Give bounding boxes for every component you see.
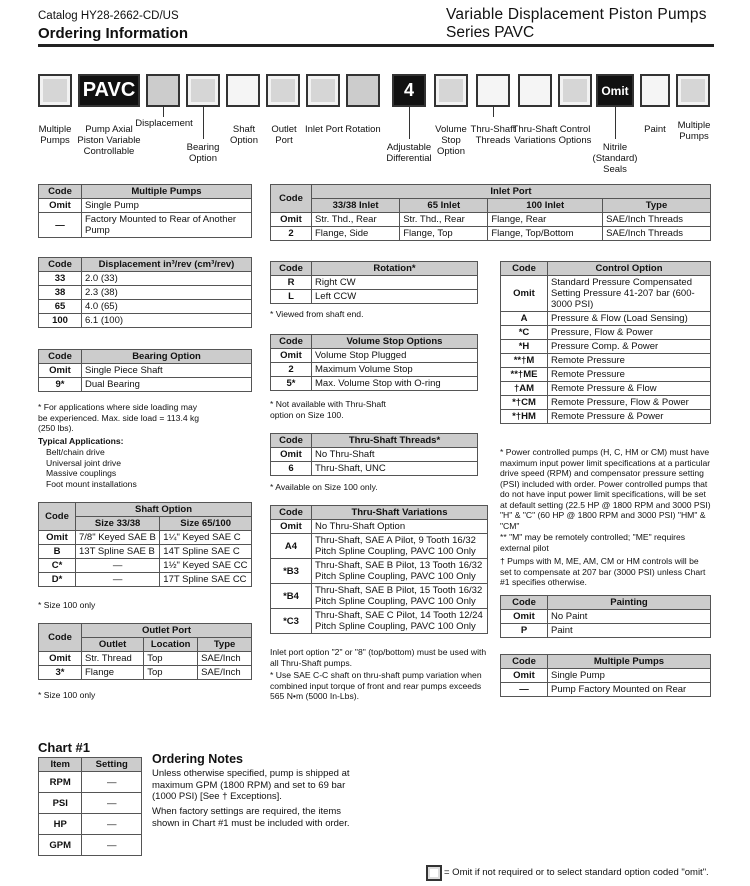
table-row xyxy=(271,363,478,377)
code-box-control xyxy=(558,74,592,107)
cell-desc: 6.1 (100) xyxy=(82,314,252,328)
header-rule xyxy=(38,44,714,47)
cell-desc: Pump Factory Mounted on Rear xyxy=(548,683,711,697)
code-box-volume-stop xyxy=(434,74,468,107)
table-row xyxy=(39,314,252,328)
code-box-displacement xyxy=(146,74,180,107)
tick-displacement xyxy=(163,107,164,117)
cell-code: 38 xyxy=(39,286,82,300)
shaft-note: * Size 100 only xyxy=(38,600,96,610)
header-code: Code xyxy=(271,335,312,349)
table-row xyxy=(501,683,711,697)
subheader: 33/38 Inlet xyxy=(312,199,400,213)
header-code: Code xyxy=(271,506,312,520)
table-row xyxy=(271,462,478,476)
tick-nitrile xyxy=(615,107,616,139)
cell: 1½" Keyed SAE CC xyxy=(160,559,252,573)
label-pump: Pump Axial Piston Variable Controllable xyxy=(77,124,141,157)
chart1-title: Chart #1 xyxy=(38,740,91,755)
header-code: Code xyxy=(501,262,548,276)
cell: Top xyxy=(144,652,198,666)
table-row xyxy=(501,410,711,424)
cell-desc: Dual Bearing xyxy=(82,378,252,392)
header-multiple-pumps: Multiple Pumps xyxy=(82,185,252,199)
cell-code: Omit xyxy=(501,276,548,312)
multiple-pumps-table-2 xyxy=(500,654,711,697)
control-note-1: * Power controlled pumps (H, C, HM or CM) must have maximum input power limit specifications at a particular drive speed (RPM) and compensator pressure setting (PSI) included with order. Power controlled pumps that do not have input power limit specifications, will be set at default setting (22.5 HP @ 1800 RPM and 3000 PSI) "H" & "C" (60 HP @ 1800 RPM and 3000 PSI) "HM" & "CM" xyxy=(500,447,711,531)
cell-desc: No Thru-Shaft xyxy=(312,448,478,462)
label-adjustable: Adjustable Differential xyxy=(386,142,432,164)
cell-desc: Thru-Shaft, SAE A Pilot, 9 Tooth 16/32 Pitch Spline Coupling, PAVC 100 Only xyxy=(312,534,488,559)
cell-desc: 2.0 (33) xyxy=(82,272,252,286)
paint-table xyxy=(500,595,711,638)
cell: 14T Spline SAE C xyxy=(160,545,252,559)
table-row xyxy=(501,382,711,396)
tick-thru-threads xyxy=(493,107,494,117)
volume-stop-note: * Not available with Thru-Shaft option on Size 100. xyxy=(270,399,386,420)
cell: Flange xyxy=(82,666,144,680)
cell: Str. Thd., Rear xyxy=(312,213,400,227)
cell-desc: Thru-Shaft, SAE C Pilot, 14 Tooth 12/24 Pitch Spline Coupling, PAVC 100 Only xyxy=(312,609,488,634)
thru-threads-table xyxy=(270,433,478,476)
header-code: Code xyxy=(271,262,312,276)
cell-code: P xyxy=(501,624,548,638)
label-rotation: Rotation xyxy=(345,124,381,135)
code-box-bearing xyxy=(186,74,220,107)
cell-setting: — xyxy=(82,835,142,856)
table-row xyxy=(501,276,711,312)
subheader: Location xyxy=(144,638,198,652)
cell-desc: Single Piece Shaft xyxy=(82,364,252,378)
multiple-pumps-table xyxy=(38,184,252,238)
table-row xyxy=(39,772,142,793)
table-row xyxy=(39,364,252,378)
chart1-table xyxy=(38,757,142,856)
thru-variations-note-1: Inlet port option "2" or "8" (top/bottom) must be used with all Thru-Shaft pumps. xyxy=(270,647,487,668)
cell-code: 3* xyxy=(39,666,82,680)
cell-code: †AM xyxy=(501,382,548,396)
thru-variations-note-2: * Use SAE C-C shaft on thru-shaft pump variation when combined input torque of front and rear pumps exceeds 565 N•m (5000 In-Lbs). xyxy=(270,670,482,701)
table-row xyxy=(501,326,711,340)
cell-code: 2 xyxy=(271,227,312,241)
label-multiple-pumps: Multiple Pumps xyxy=(38,124,72,146)
cell-code: D* xyxy=(39,573,76,587)
cell-desc: Maximum Volume Stop xyxy=(312,363,478,377)
table-row xyxy=(39,652,252,666)
header-code: Code xyxy=(39,350,82,364)
list-item: Foot mount installations xyxy=(46,478,137,489)
ordering-notes-title: Ordering Notes xyxy=(152,752,243,766)
control-note-2: ** "M" may be remotely controlled; "ME" requires external pilot xyxy=(500,532,686,553)
cell-desc: Paint xyxy=(548,624,711,638)
cell: Str. Thd., Rear xyxy=(400,213,488,227)
header-painting: Painting xyxy=(548,596,711,610)
cell-item: GPM xyxy=(39,835,82,856)
cell-code: Omit xyxy=(39,199,82,213)
table-row xyxy=(501,368,711,382)
cell-code: R xyxy=(271,276,312,290)
code-box-omit: Omit xyxy=(596,74,634,107)
table-row xyxy=(39,272,252,286)
table-row xyxy=(39,573,252,587)
cell-code: L xyxy=(271,290,312,304)
table-row xyxy=(39,199,252,213)
inlet-table xyxy=(270,184,711,241)
table-row xyxy=(39,213,252,238)
code-box-paint xyxy=(640,74,670,107)
cell-item: HP xyxy=(39,814,82,835)
cell-setting: — xyxy=(82,793,142,814)
table-row xyxy=(501,624,711,638)
cell: Flange, Top xyxy=(400,227,488,241)
cell-desc: 4.0 (65) xyxy=(82,300,252,314)
label-paint: Paint xyxy=(644,124,666,135)
table-row xyxy=(271,448,478,462)
cell-code: — xyxy=(501,683,548,697)
cell-item: PSI xyxy=(39,793,82,814)
cell: Str. Thread xyxy=(82,652,144,666)
cell-code: *H xyxy=(501,340,548,354)
catalog-number: Catalog HY28-2662-CD/US xyxy=(38,10,179,22)
control-table xyxy=(500,261,711,424)
cell-code: 2 xyxy=(271,363,312,377)
cell-desc: Thru-Shaft, SAE B Pilot, 13 Tooth 16/32 Pitch Spline Coupling, PAVC 100 Only xyxy=(312,559,488,584)
cell-desc: Remote Pressure & Flow xyxy=(548,382,711,396)
cell-code: **†M xyxy=(501,354,548,368)
cell: Top xyxy=(144,666,198,680)
cell-setting: — xyxy=(82,772,142,793)
table-row xyxy=(271,377,478,391)
cell-desc: Thru-Shaft, UNC xyxy=(312,462,478,476)
subheader: Outlet xyxy=(82,638,144,652)
rotation-note: * Viewed from shaft end. xyxy=(270,309,364,319)
typical-list xyxy=(46,447,137,489)
label-thru-threads: Thru-Shaft Threads xyxy=(470,124,516,146)
table-row xyxy=(271,559,488,584)
thru-variations-table xyxy=(270,505,488,634)
subheader: 65 Inlet xyxy=(400,199,488,213)
cell-desc: Left CCW xyxy=(312,290,478,304)
header-shaft: Shaft Option xyxy=(76,503,252,517)
cell-code: Omit xyxy=(271,213,312,227)
code-box-multiple-pumps-2 xyxy=(676,74,710,107)
tick-bearing xyxy=(203,107,204,139)
label-shaft: Shaft Option xyxy=(230,124,258,146)
code-box-outlet xyxy=(266,74,300,107)
cell-desc: No Paint xyxy=(548,610,711,624)
label-inlet: Inlet Port xyxy=(304,124,344,135)
code-box-rotation xyxy=(346,74,380,107)
cell-code: **†ME xyxy=(501,368,548,382)
cell-desc: 2.3 (38) xyxy=(82,286,252,300)
table-row xyxy=(39,300,252,314)
table-row xyxy=(39,814,142,835)
label-displacement: Displacement xyxy=(135,118,193,129)
cell: — xyxy=(76,573,160,587)
cell-code: Omit xyxy=(39,531,76,545)
cell-code: 33 xyxy=(39,272,82,286)
header-multiple-pumps: Multiple Pumps xyxy=(548,655,711,669)
cell-code: *C xyxy=(501,326,548,340)
cell-desc: Pressure Comp. & Power xyxy=(548,340,711,354)
list-item: Massive couplings xyxy=(46,468,117,478)
cell-code: *C3 xyxy=(271,609,312,634)
label-bearing: Bearing Option xyxy=(186,142,220,164)
cell-code: Omit xyxy=(501,669,548,683)
cell-code: C* xyxy=(39,559,76,573)
label-multiple-pumps-2: Multiple Pumps xyxy=(677,120,711,142)
cell: 17T Spline SAE CC xyxy=(160,573,252,587)
table-row xyxy=(271,349,478,363)
cell: SAE/Inch xyxy=(198,666,252,680)
list-item: Belt/chain drive xyxy=(46,447,105,457)
cell-desc: Right CW xyxy=(312,276,478,290)
cell-code: Omit xyxy=(39,364,82,378)
cell-code: — xyxy=(39,213,82,238)
table-row xyxy=(39,531,252,545)
subheader: Size 33/38 xyxy=(76,517,160,531)
subheader: Type xyxy=(603,199,711,213)
header-bearing: Bearing Option xyxy=(82,350,252,364)
header-item: Item xyxy=(39,758,82,772)
table-row xyxy=(39,378,252,392)
table-row xyxy=(39,286,252,300)
subheader: Size 65/100 xyxy=(160,517,252,531)
code-box-pavc: PAVC xyxy=(78,74,140,107)
table-row xyxy=(501,669,711,683)
header-code: Code xyxy=(501,655,548,669)
header-code: Code xyxy=(39,258,82,272)
header-displacement: Displacement in³/rev (cm³/rev) xyxy=(82,258,252,272)
cell: 13T Spline SAE B xyxy=(76,545,160,559)
header-code: Code xyxy=(271,434,312,448)
header-control: Control Option xyxy=(548,262,711,276)
cell-code: 6 xyxy=(271,462,312,476)
table-row xyxy=(501,354,711,368)
cell-setting: — xyxy=(82,814,142,835)
cell: 7/8" Keyed SAE B xyxy=(76,531,160,545)
ordering-notes-p2: When factory settings are required, the items shown in Chart #1 must be included with order. xyxy=(152,806,350,829)
label-outlet: Outlet Port xyxy=(271,124,297,146)
cell: SAE/Inch xyxy=(198,652,252,666)
tick-adjustable xyxy=(409,107,410,139)
series-title: Series PAVC xyxy=(446,24,535,41)
cell: 1¼" Keyed SAE C xyxy=(160,531,252,545)
shaft-table xyxy=(38,502,252,587)
code-box-thru-threads xyxy=(476,74,510,107)
cell-desc: Factory Mounted to Rear of Another Pump xyxy=(82,213,252,238)
label-nitrile: Nitrile (Standard) Seals xyxy=(592,142,638,175)
label-volume-stop: Volume Stop Option xyxy=(435,124,467,157)
header-volume-stop: Volume Stop Options xyxy=(312,335,478,349)
table-row xyxy=(501,312,711,326)
thru-threads-note: * Available on Size 100 only. xyxy=(270,482,378,492)
cell: Flange, Rear xyxy=(488,213,603,227)
cell-code: Omit xyxy=(271,520,312,534)
subheader: 100 Inlet xyxy=(488,199,603,213)
header-thru-threads: Thru-Shaft Threads* xyxy=(312,434,478,448)
outlet-table xyxy=(38,623,252,680)
cell-code: 9* xyxy=(39,378,82,392)
table-row xyxy=(39,545,252,559)
cell-desc: No Thru-Shaft Option xyxy=(312,520,488,534)
cell-desc: Pressure & Flow (Load Sensing) xyxy=(548,312,711,326)
header-code: Code xyxy=(39,503,76,531)
table-row xyxy=(271,609,488,634)
table-row xyxy=(271,276,478,290)
table-row xyxy=(271,227,711,241)
header-code: Code xyxy=(271,185,312,213)
code-box-adjustable: 4 xyxy=(392,74,426,107)
header-code: Code xyxy=(501,596,548,610)
list-item: Universal joint drive xyxy=(46,457,121,468)
cell-code: 100 xyxy=(39,314,82,328)
header-code: Code xyxy=(39,624,82,652)
cell-desc: Pressure, Flow & Power xyxy=(548,326,711,340)
displacement-table xyxy=(38,257,252,328)
cell: SAE/Inch Threads xyxy=(603,227,711,241)
cell-desc: Single Pump xyxy=(548,669,711,683)
cell-code: B xyxy=(39,545,76,559)
cell: Flange, Side xyxy=(312,227,400,241)
table-row xyxy=(501,396,711,410)
cell-code: 5* xyxy=(271,377,312,391)
code-box-inlet xyxy=(306,74,340,107)
cell-code: Omit xyxy=(271,448,312,462)
cell-desc: Remote Pressure xyxy=(548,368,711,382)
header-thru-variations: Thru-Shaft Variations xyxy=(312,506,488,520)
table-row xyxy=(271,290,478,304)
bearing-table xyxy=(38,349,252,392)
subheader: Type xyxy=(198,638,252,652)
label-thru-variations: Thru-Shaft Variations xyxy=(512,124,558,146)
cell-desc: Max. Volume Stop with O-ring xyxy=(312,377,478,391)
table-row xyxy=(271,213,711,227)
header-code: Code xyxy=(39,185,82,199)
page-title: Variable Displacement Piston Pumps xyxy=(446,6,707,23)
table-row xyxy=(39,559,252,573)
header-outlet: Outlet Port xyxy=(82,624,252,638)
cell-code: Omit xyxy=(271,349,312,363)
section-title: Ordering Information xyxy=(38,25,188,42)
header-setting: Setting xyxy=(82,758,142,772)
control-note-3: † Pumps with M, ME, AM, CM or HM controls will be set to compensate at 207 bar (3000 PSI) unless Chart #1 specifies otherwise. xyxy=(500,556,706,587)
table-row xyxy=(39,793,142,814)
volume-stop-table xyxy=(270,334,478,391)
cell-code: A4 xyxy=(271,534,312,559)
cell: Flange, Top/Bottom xyxy=(488,227,603,241)
code-box-shaft xyxy=(226,74,260,107)
cell: — xyxy=(76,559,160,573)
typical-title: Typical Applications: xyxy=(38,436,124,446)
cell-desc: Remote Pressure, Flow & Power xyxy=(548,396,711,410)
cell-code: Omit xyxy=(501,610,548,624)
cell-code: *†HM xyxy=(501,410,548,424)
rotation-table xyxy=(270,261,478,304)
footer-legend: = Omit if not required or to select standard option coded "omit". xyxy=(444,867,709,878)
cell-code: *B3 xyxy=(271,559,312,584)
cell-desc: Single Pump xyxy=(82,199,252,213)
table-row xyxy=(39,666,252,680)
table-row xyxy=(271,584,488,609)
cell-code: 65 xyxy=(39,300,82,314)
cell-desc: Remote Pressure & Power xyxy=(548,410,711,424)
cell: SAE/Inch Threads xyxy=(603,213,711,227)
bearing-note: * For applications where side loading may be experienced. Max. side load = 113.4 kg (250 lbs). xyxy=(38,402,200,433)
label-control: Control Options xyxy=(558,124,592,146)
cell-desc: Thru-Shaft, SAE B Pilot, 15 Tooth 16/32 Pitch Spline Coupling, PAVC 100 Only xyxy=(312,584,488,609)
table-row xyxy=(271,520,488,534)
code-box-multiple-pumps xyxy=(38,74,72,107)
table-row xyxy=(501,340,711,354)
legend-box xyxy=(426,865,442,881)
table-row xyxy=(501,610,711,624)
cell-desc: Remote Pressure xyxy=(548,354,711,368)
cell-code: Omit xyxy=(39,652,82,666)
cell-desc: Volume Stop Plugged xyxy=(312,349,478,363)
ordering-notes-p1: Unless otherwise specified, pump is shipped at maximum GPM (1800 RPM) and set to 69 bar (1000 PSI) [See † Exceptions]. xyxy=(152,768,350,802)
header-inlet: Inlet Port xyxy=(312,185,711,199)
cell-code: *B4 xyxy=(271,584,312,609)
code-box-thru-variations xyxy=(518,74,552,107)
cell-code: A xyxy=(501,312,548,326)
cell-code: *†CM xyxy=(501,396,548,410)
table-row xyxy=(271,534,488,559)
table-row xyxy=(39,835,142,856)
outlet-note: * Size 100 only xyxy=(38,690,96,700)
cell-item: RPM xyxy=(39,772,82,793)
header-rotation: Rotation* xyxy=(312,262,478,276)
cell-desc: Standard Pressure Compensated Setting Pressure 41-207 bar (600-3000 PSI) xyxy=(548,276,711,312)
